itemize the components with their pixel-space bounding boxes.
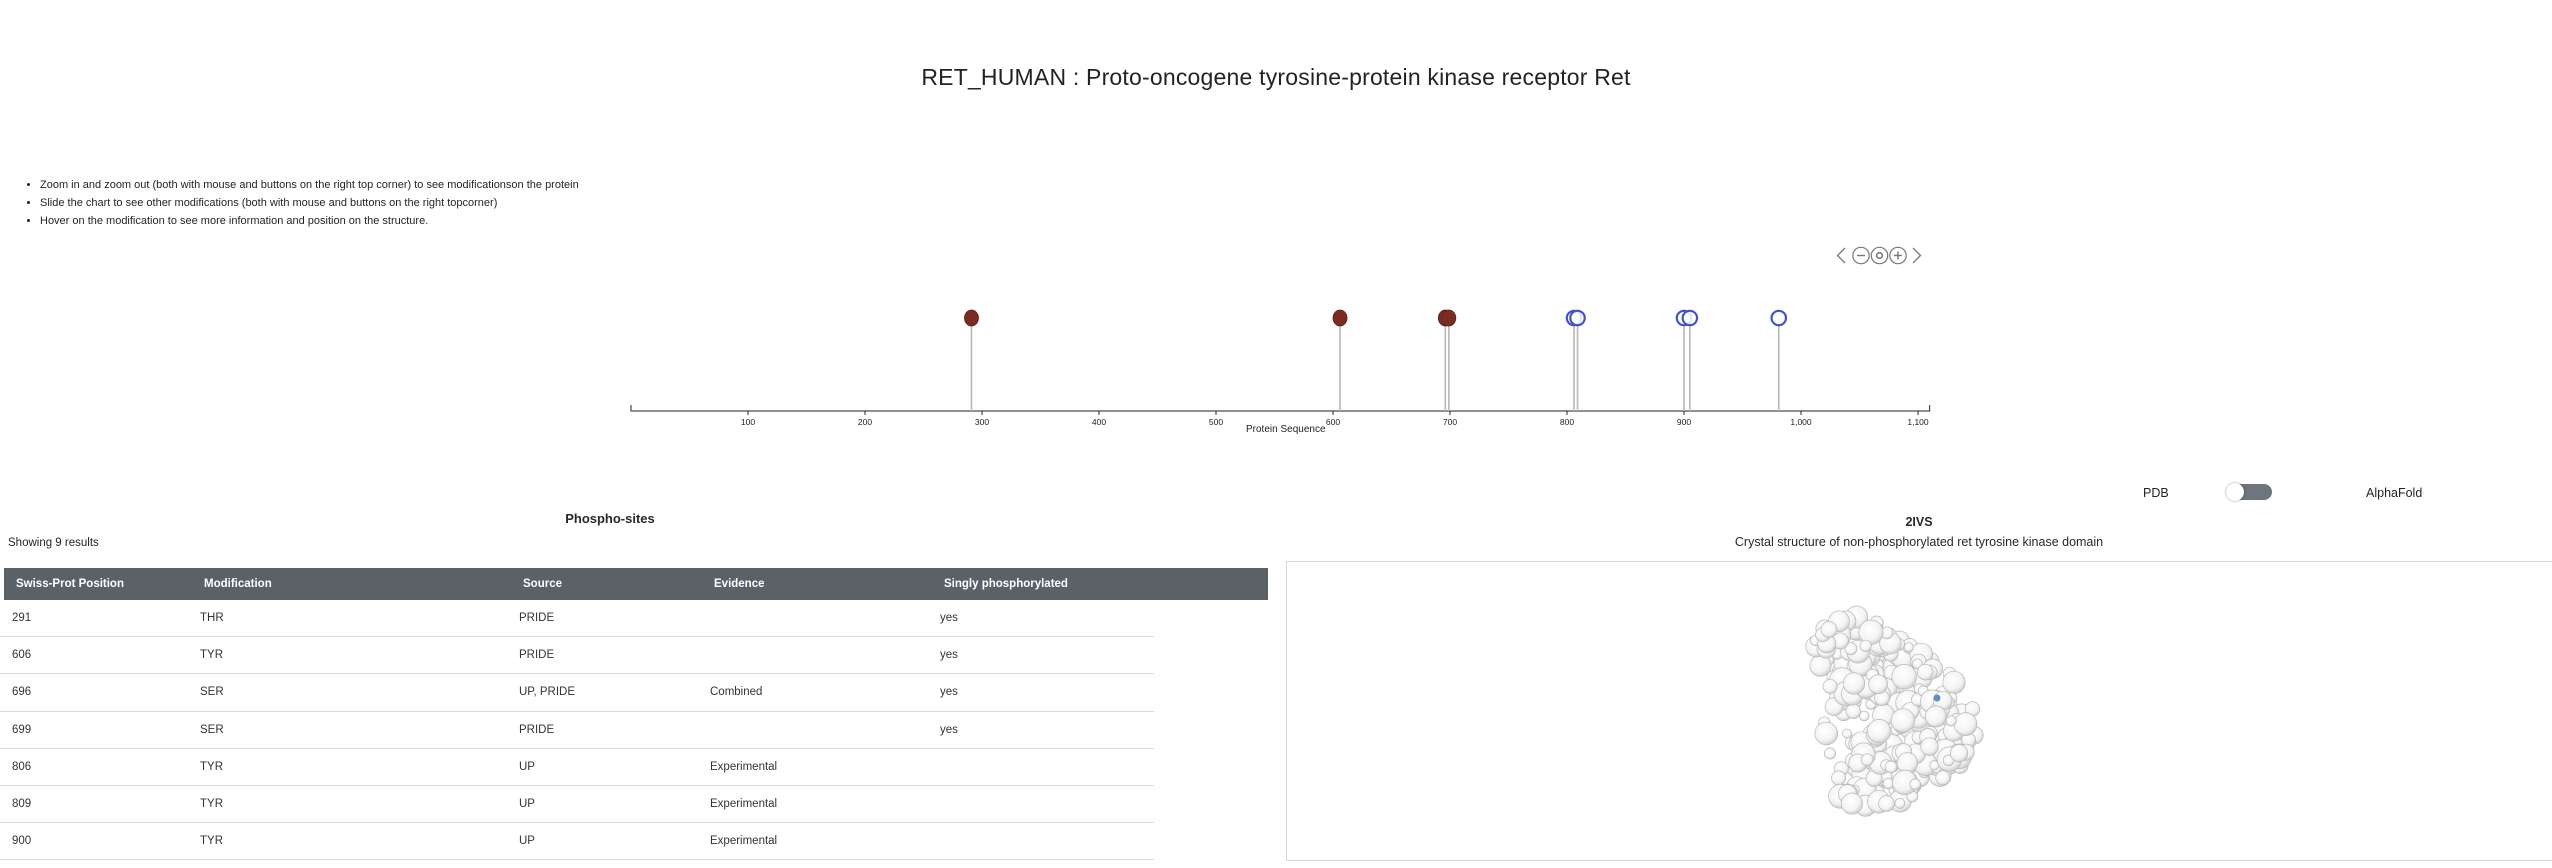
cell-modification: SER — [200, 723, 224, 736]
axis-tick-label: 500 — [1208, 417, 1224, 427]
protein-surface-blob — [1892, 664, 1917, 689]
cell-singly: yes — [940, 649, 958, 662]
protein-surface-blob — [1879, 796, 1895, 812]
protein-surface-blob — [1860, 640, 1871, 651]
protein-surface-blob — [1910, 779, 1921, 790]
cell-modification: TYR — [200, 798, 223, 811]
highlighted-residue-marker[interactable] — [1934, 695, 1941, 702]
protein-surface-blob — [1821, 622, 1837, 638]
instructions — [6, 176, 766, 230]
structure-description: Crystal structure of non-phosphorylated ret tyrosine kinase domain — [1734, 535, 2104, 549]
protein-surface-blob — [1943, 671, 1965, 693]
axis-tick-label: 900 — [1676, 417, 1692, 427]
table-row — [0, 600, 1154, 637]
minus-circle-icon[interactable] — [1853, 247, 1869, 263]
protein-surface-blob — [1832, 771, 1846, 785]
cell-source: PRIDE — [519, 612, 555, 625]
cell-singly: yes — [940, 612, 958, 625]
column-header: Source — [523, 578, 562, 590]
protein-surface-blob — [1823, 679, 1837, 693]
cell-modification: TYR — [200, 835, 223, 848]
axis-tick-label: 300 — [974, 417, 990, 427]
instruction-item: • Slide the chart to see other modifications (both with mouse and buttons on the right topcorner) — [40, 194, 766, 212]
modification-marker[interactable] — [1772, 311, 1786, 325]
column-header: Modification — [204, 578, 272, 590]
cell-source: UP — [519, 835, 535, 848]
modification-marker[interactable] — [1683, 311, 1697, 325]
structure-source-toggle[interactable] — [2226, 484, 2272, 500]
page-title: RET_HUMAN : Proto-oncogene tyrosine-protein kinase receptor Ret — [921, 64, 1631, 90]
table-row — [0, 712, 1154, 749]
protein-surface-blob — [1950, 745, 1967, 762]
axis-tick-label: 1,000 — [1790, 417, 1812, 427]
phospho-sites-heading: Phospho-sites — [565, 511, 655, 526]
protein-surface-blob — [1846, 704, 1861, 719]
protein-surface-blob — [1925, 706, 1946, 727]
cell-position: 696 — [12, 686, 32, 699]
protein-surface-blob — [1895, 798, 1905, 808]
table-row — [0, 823, 1154, 860]
cell-source: PRIDE — [519, 649, 555, 662]
protein-surface-blob — [1917, 664, 1933, 680]
cell-position: 606 — [12, 649, 32, 662]
cell-singly: yes — [940, 723, 958, 736]
protein-surface-blob — [1841, 793, 1862, 814]
protein-surface-blob — [1843, 729, 1852, 738]
cell-evidence: Experimental — [710, 760, 778, 773]
x-axis-label: Protein Sequence — [1246, 424, 1326, 435]
cell-source: UP — [519, 798, 535, 811]
cell-modification: TYR — [200, 760, 223, 773]
phospho-table-body — [0, 600, 1154, 860]
x-axis — [631, 405, 1930, 411]
axis-tick-label: 700 — [1442, 417, 1458, 427]
instruction-item: • Zoom in and zoom out (both with mouse and buttons on the right top corner) to see modificationson the protein — [40, 176, 766, 194]
structure-viewer-panel[interactable] — [1286, 561, 2552, 861]
protein-surface-blob — [1891, 709, 1915, 733]
results-count: Showing 9 results — [8, 537, 99, 549]
axis-tick-label: 1,100 — [1907, 417, 1929, 427]
cell-evidence: Experimental — [710, 835, 778, 848]
protein-surface-blob — [1936, 771, 1950, 785]
table-row — [0, 674, 1154, 711]
modification-marker[interactable] — [1333, 310, 1347, 326]
protein-surface-blob — [1946, 716, 1956, 726]
protein-surface-blob — [1869, 675, 1888, 694]
phospho-table-header — [4, 568, 1268, 600]
protein-surface-blob — [1885, 761, 1897, 773]
axis-tick-label: 400 — [1091, 417, 1107, 427]
protein-surface-blob — [1954, 713, 1977, 736]
cell-source: PRIDE — [519, 723, 555, 736]
instructions-list — [6, 176, 766, 230]
protein-structure-3d[interactable] — [1287, 562, 2552, 860]
cell-modification: SER — [200, 686, 224, 699]
protein-surface-blob — [1824, 748, 1835, 759]
cell-modification: THR — [200, 612, 224, 625]
table-row — [0, 637, 1154, 674]
axis-tick-label: 800 — [1559, 417, 1575, 427]
axis-tick-label: 200 — [857, 417, 873, 427]
modification-marker[interactable] — [964, 310, 978, 326]
cell-position: 699 — [12, 723, 32, 736]
cell-singly: yes — [940, 686, 958, 699]
column-header: Singly phosphorylated — [944, 578, 1068, 590]
protein-surface-blob — [1861, 754, 1873, 766]
axis-tick-label: 100 — [740, 417, 756, 427]
cell-source: UP — [519, 760, 535, 773]
column-header: Swiss-Prot Position — [16, 578, 124, 590]
modification-marker[interactable] — [1570, 311, 1584, 325]
cell-position: 809 — [12, 798, 32, 811]
table-row — [0, 786, 1154, 823]
cell-evidence: Experimental — [710, 798, 778, 811]
table-row — [0, 749, 1154, 786]
cell-position: 806 — [12, 760, 32, 773]
instruction-item: • Hover on the modification to see more information and position on the structure. — [40, 212, 766, 230]
protein-surface-blob — [1921, 738, 1939, 756]
alphafold-label[interactable]: AlphaFold — [2366, 486, 2423, 500]
cell-modification: TYR — [200, 649, 223, 662]
protein-surface-blob — [1843, 673, 1865, 695]
protein-surface-blob — [1867, 719, 1890, 742]
protein-surface-blob — [1883, 778, 1894, 789]
modifications-lollipop-chart[interactable] — [560, 240, 2000, 440]
cell-position: 291 — [12, 612, 32, 625]
cell-evidence: Combined — [710, 686, 763, 699]
chevron-left-icon[interactable] — [1838, 248, 1846, 263]
pdb-id-title: 2IVS — [1905, 515, 1933, 529]
modification-marker[interactable] — [1442, 310, 1456, 326]
chevron-right-icon[interactable] — [1913, 248, 1921, 263]
pdb-label[interactable]: PDB — [2143, 486, 2169, 500]
dot-circle-icon[interactable] — [1871, 247, 1887, 263]
column-header: Evidence — [714, 578, 765, 590]
protein-surface-blob — [1815, 722, 1838, 745]
toggle-knob[interactable] — [2226, 483, 2244, 501]
axis-tick-label: 600 — [1325, 417, 1341, 427]
cell-source: UP, PRIDE — [519, 686, 576, 699]
protein-surface-blob — [1904, 643, 1913, 652]
cell-position: 900 — [12, 835, 32, 848]
plus-circle-icon[interactable] — [1890, 247, 1906, 263]
